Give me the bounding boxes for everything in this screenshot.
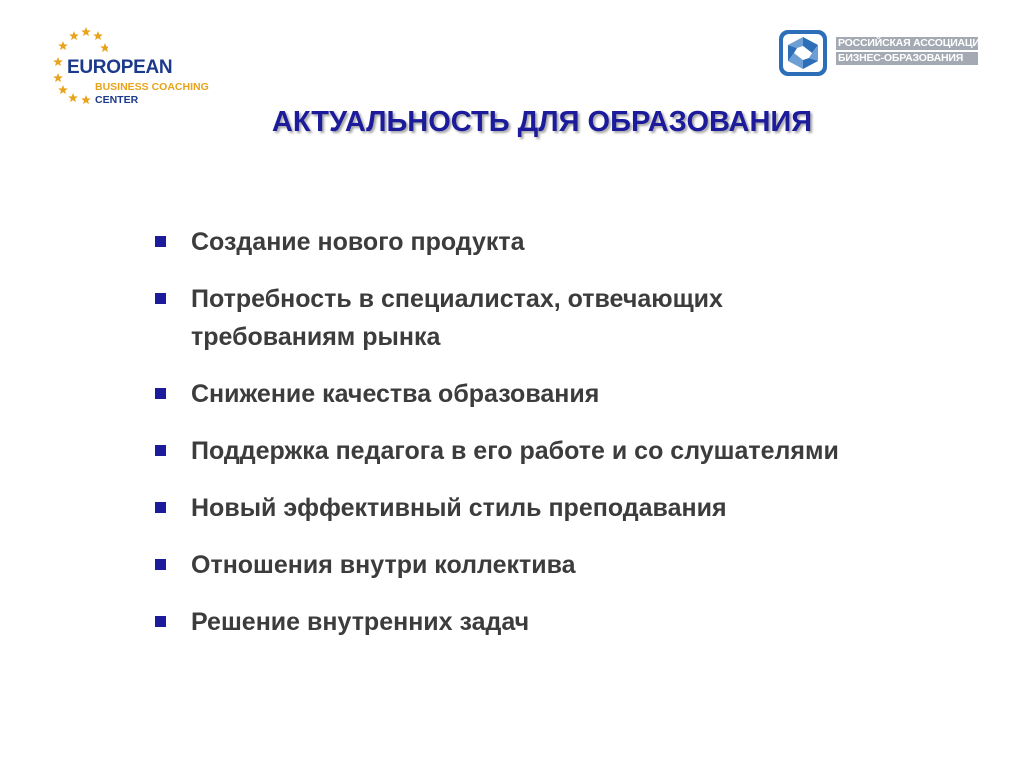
bullet-text: Потребность в специалистах, отвечающих требованиям рынка xyxy=(191,285,723,351)
square-bullet-icon xyxy=(155,236,166,247)
bullet-item xyxy=(153,603,893,641)
bullet-text: Новый эффективный стиль преподавания xyxy=(191,494,727,522)
square-bullet-icon xyxy=(155,616,166,627)
square-bullet-icon xyxy=(155,293,166,304)
logo-text-european: EUROPEAN xyxy=(67,57,173,78)
aperture-icon xyxy=(778,29,828,77)
square-bullet-icon xyxy=(155,559,166,570)
bullet-text: Создание нового продукта xyxy=(191,228,525,256)
bullet-item xyxy=(153,375,893,413)
bullet-text: Поддержка педагога в его работе и со слушателями xyxy=(191,437,839,465)
bullet-list xyxy=(153,223,893,660)
bullet-item xyxy=(153,489,893,527)
square-bullet-icon xyxy=(155,502,166,513)
bullet-item xyxy=(153,546,893,584)
slide-title xyxy=(0,106,1024,139)
bullet-item xyxy=(153,280,893,356)
logo-text-association: РОССИЙСКАЯ АССОЦИАЦИЯ xyxy=(838,37,988,49)
bullet-text: Решение внутренних задач xyxy=(191,608,530,636)
logo-text-block xyxy=(836,37,988,67)
bullet-item xyxy=(153,432,893,470)
russian-business-education-association-logo xyxy=(778,29,988,77)
slide-title-text: АКТУАЛЬНОСТЬ ДЛЯ ОБРАЗОВАНИЯ xyxy=(271,106,813,138)
square-bullet-icon xyxy=(155,388,166,399)
bullet-text: Отношения внутри коллектива xyxy=(191,551,576,579)
logo-text-business-coaching: BUSINESS COACHING xyxy=(95,81,209,93)
square-bullet-icon xyxy=(155,445,166,456)
european-business-coaching-center-logo xyxy=(48,26,218,106)
logo-text-business-education: БИЗНЕС-ОБРАЗОВАНИЯ xyxy=(836,52,978,65)
bullet-text: Снижение качества образования xyxy=(191,380,600,408)
logo-text-center: CENTER xyxy=(95,94,139,106)
bullet-item xyxy=(153,223,893,261)
